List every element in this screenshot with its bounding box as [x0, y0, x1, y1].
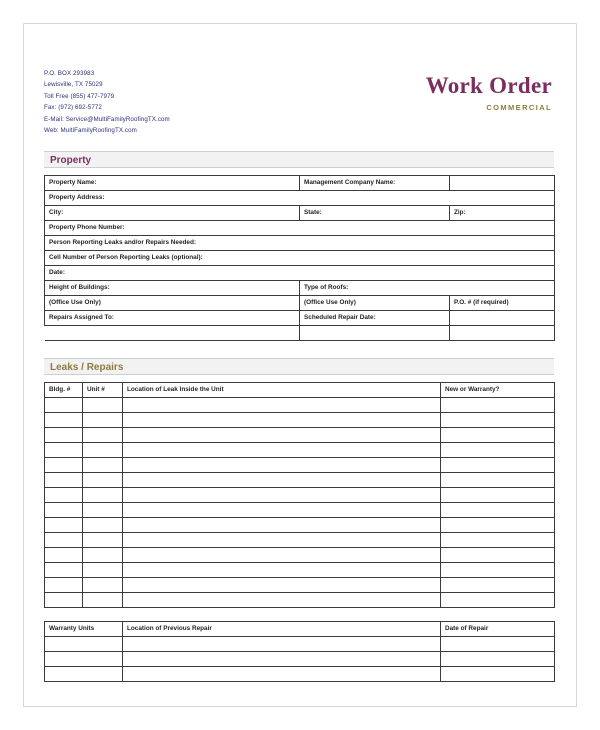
cell-previous-repair-location[interactable] [123, 651, 441, 666]
cell-new-or-warranty[interactable] [441, 397, 555, 412]
field-city[interactable]: City: [45, 205, 300, 220]
table-row [45, 235, 555, 250]
cell-location[interactable] [123, 397, 441, 412]
contact-line-city: Lewisville, TX 75029 [44, 81, 103, 89]
cell-unit[interactable] [83, 487, 123, 502]
leaks-repairs-table [44, 382, 555, 608]
cell-new-or-warranty[interactable] [441, 577, 555, 592]
field-office-use-only-mid: (Office Use Only) [300, 295, 450, 310]
column-header-date-of-repair: Date of Repair [441, 621, 555, 636]
field-po-number[interactable]: P.O. # (if required) [450, 295, 555, 310]
table-row [45, 577, 555, 592]
cell-location[interactable] [123, 592, 441, 607]
title-block [426, 68, 554, 112]
cell-new-or-warranty[interactable] [441, 502, 555, 517]
cell-location[interactable] [123, 517, 441, 532]
cell-warranty-unit[interactable] [45, 666, 123, 681]
cell-new-or-warranty[interactable] [441, 592, 555, 607]
table-row [45, 190, 555, 205]
table-row [45, 295, 555, 310]
contact-line-po-box: P.O. BOX 293983 [44, 70, 95, 77]
cell-bldg[interactable] [45, 517, 83, 532]
cell-bldg[interactable] [45, 427, 83, 442]
cell-location[interactable] [123, 562, 441, 577]
cell-unit[interactable] [83, 397, 123, 412]
cell-unit[interactable] [83, 472, 123, 487]
field-type-of-roofs[interactable]: Type of Roofs: [300, 280, 555, 295]
cell-unit[interactable] [83, 577, 123, 592]
field-blank-right[interactable] [450, 325, 555, 340]
table-row [45, 457, 555, 472]
section-header-property: Property [44, 151, 554, 168]
table-row [45, 220, 555, 235]
cell-bldg[interactable] [45, 532, 83, 547]
cell-unit[interactable] [83, 532, 123, 547]
table-row [45, 636, 555, 651]
cell-unit[interactable] [83, 427, 123, 442]
cell-bldg[interactable] [45, 442, 83, 457]
field-blank-mid[interactable] [300, 325, 450, 340]
cell-new-or-warranty[interactable] [441, 517, 555, 532]
cell-bldg[interactable] [45, 472, 83, 487]
table-row [45, 487, 555, 502]
table-header-row [45, 382, 555, 397]
table-row [45, 280, 555, 295]
table-row [45, 250, 555, 265]
cell-location[interactable] [123, 442, 441, 457]
cell-new-or-warranty[interactable] [441, 472, 555, 487]
contact-line-toll-free: Toll Free (855) 477-7979 [44, 92, 115, 100]
form-content [44, 68, 554, 682]
table-row [45, 175, 555, 190]
contact-line-email: E-Mail: Service@MultiFamilyRoofingTX.com [44, 115, 170, 123]
cell-location[interactable] [123, 547, 441, 562]
form-header [44, 68, 554, 137]
cell-unit[interactable] [83, 562, 123, 577]
field-person-reporting[interactable]: Person Reporting Leaks and/or Repairs Needed: [45, 235, 555, 250]
field-zip[interactable]: Zip: [450, 205, 555, 220]
column-header-location: Location of Leak Inside the Unit [123, 382, 441, 397]
field-property-address[interactable]: Property Address: [45, 190, 555, 205]
table-row [45, 666, 555, 681]
cell-bldg[interactable] [45, 412, 83, 427]
field-management-company-name[interactable]: Management Company Name: [300, 175, 450, 190]
cell-unit[interactable] [83, 517, 123, 532]
field-date[interactable]: Date: [45, 265, 555, 280]
cell-unit[interactable] [83, 547, 123, 562]
cell-new-or-warranty[interactable] [441, 412, 555, 427]
field-po-number-value[interactable] [450, 310, 555, 325]
cell-bldg[interactable] [45, 562, 83, 577]
table-row [45, 205, 555, 220]
cell-warranty-unit[interactable] [45, 636, 123, 651]
cell-date-of-repair[interactable] [441, 666, 555, 681]
cell-location[interactable] [123, 457, 441, 472]
table-row [45, 325, 555, 340]
cell-bldg[interactable] [45, 577, 83, 592]
cell-new-or-warranty[interactable] [441, 547, 555, 562]
cell-unit[interactable] [83, 502, 123, 517]
cell-location[interactable] [123, 472, 441, 487]
field-office-use-only-left: (Office Use Only) [45, 295, 300, 310]
field-height-of-buildings[interactable]: Height of Buildings: [45, 280, 300, 295]
cell-date-of-repair[interactable] [441, 636, 555, 651]
cell-new-or-warranty[interactable] [441, 457, 555, 472]
table-row [45, 502, 555, 517]
field-property-name-value[interactable] [450, 175, 555, 190]
cell-new-or-warranty[interactable] [441, 532, 555, 547]
cell-bldg[interactable] [45, 397, 83, 412]
cell-bldg[interactable] [45, 487, 83, 502]
table-header-row [45, 621, 555, 636]
cell-unit[interactable] [83, 457, 123, 472]
column-header-bldg: Bldg. # [45, 382, 83, 397]
cell-bldg[interactable] [45, 502, 83, 517]
cell-bldg[interactable] [45, 457, 83, 472]
cell-location[interactable] [123, 487, 441, 502]
cell-unit[interactable] [83, 592, 123, 607]
table-row [45, 592, 555, 607]
table-row [45, 442, 555, 457]
section-header-leaks-repairs: Leaks / Repairs [44, 358, 554, 375]
cell-previous-repair-location[interactable] [123, 636, 441, 651]
column-header-unit: Unit # [83, 382, 123, 397]
table-row [45, 427, 555, 442]
field-property-name[interactable]: Property Name: [45, 175, 300, 190]
warranty-table [44, 621, 555, 682]
field-repairs-assigned-to[interactable]: Repairs Assigned To: [45, 310, 300, 325]
table-row [45, 517, 555, 532]
contact-line-fax: Fax: (972) 692-5772 [44, 104, 102, 112]
property-table [44, 175, 555, 341]
field-blank-left [45, 325, 300, 340]
form-sheet [23, 23, 577, 707]
company-contact-block [44, 68, 170, 137]
cell-location[interactable] [123, 532, 441, 547]
cell-location[interactable] [123, 427, 441, 442]
table-row [45, 412, 555, 427]
cell-previous-repair-location[interactable] [123, 666, 441, 681]
cell-location[interactable] [123, 412, 441, 427]
page-subtitle: COMMERCIAL [486, 103, 552, 112]
table-row [45, 562, 555, 577]
page-title: Work Order [425, 73, 552, 98]
column-header-previous-repair-location: Location of Previous Repair [123, 621, 441, 636]
cell-warranty-unit[interactable] [45, 651, 123, 666]
cell-date-of-repair[interactable] [441, 651, 555, 666]
contact-line-web: Web: MultiFamilyRoofingTX.com [44, 127, 137, 135]
field-scheduled-repair-date[interactable]: Scheduled Repair Date: [300, 310, 450, 325]
field-state[interactable]: State: [300, 205, 450, 220]
cell-unit[interactable] [83, 442, 123, 457]
cell-location[interactable] [123, 577, 441, 592]
table-row [45, 651, 555, 666]
cell-unit[interactable] [83, 412, 123, 427]
table-row [45, 547, 555, 562]
field-cell-number[interactable]: Cell Number of Person Reporting Leaks (optional): [45, 250, 555, 265]
table-row [45, 310, 555, 325]
table-row [45, 397, 555, 412]
cell-new-or-warranty[interactable] [441, 562, 555, 577]
cell-new-or-warranty[interactable] [441, 487, 555, 502]
column-header-new-or-warranty: New or Warranty? [441, 382, 555, 397]
table-row [45, 265, 555, 280]
table-row [45, 532, 555, 547]
cell-bldg[interactable] [45, 592, 83, 607]
cell-location[interactable] [123, 502, 441, 517]
table-row [45, 472, 555, 487]
field-property-phone-number[interactable]: Property Phone Number: [45, 220, 555, 235]
cell-new-or-warranty[interactable] [441, 427, 555, 442]
column-header-warranty-units: Warranty Units [45, 621, 123, 636]
cell-new-or-warranty[interactable] [441, 442, 555, 457]
cell-bldg[interactable] [45, 547, 83, 562]
